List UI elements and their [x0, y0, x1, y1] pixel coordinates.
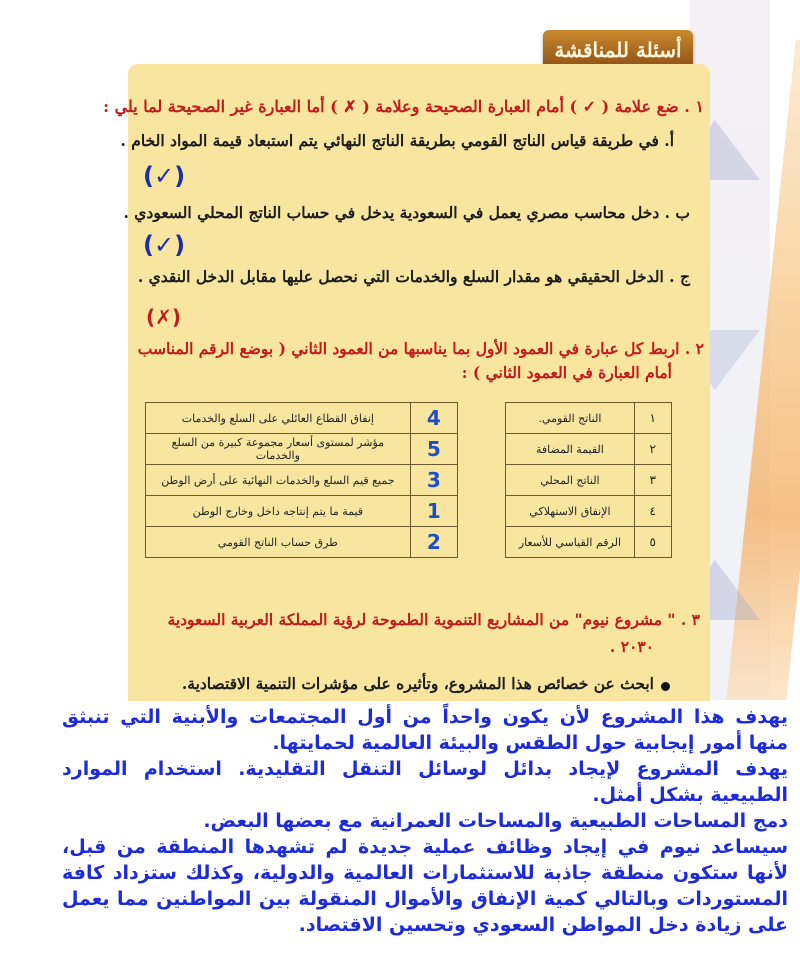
row-description: مؤشر لمستوى أسعار مجموعة كبيرة من السلع والخدمات [146, 434, 411, 465]
row-answer: 4 [410, 403, 457, 434]
table-row [146, 527, 672, 558]
row-description: إنفاق القطاع العائلي على السلع والخدمات [146, 403, 411, 434]
q2-heading-line2: أمام العبارة في العمود الثاني ) : [461, 363, 672, 382]
table-row [146, 496, 672, 527]
matching-table [145, 402, 672, 558]
table-row [146, 403, 672, 434]
table-row [146, 465, 672, 496]
row-term: القيمة المضافة [506, 434, 634, 465]
answer-paragraph: يهدف هذا المشروع لأن يكون واحداً من أول المجتمعات والأبنية التي تنبثق منها أمور إيجابية حول الطقس والبيئة العالمية لحمايتها. [62, 706, 788, 754]
row-gap [458, 465, 506, 496]
answer-block [62, 704, 788, 938]
row-answer: 2 [410, 527, 457, 558]
answer-paragraph: دمج المساحات الطبيعية والمساحات العمرانية مع بعضها البعض. [203, 810, 788, 832]
bullet-icon [661, 682, 670, 691]
row-answer: 3 [410, 465, 457, 496]
row-description: جميع قيم السلع والخدمات النهائية على أرض الوطن [146, 465, 411, 496]
row-number: ٢ [634, 434, 672, 465]
row-term: الناتج القومي. [506, 403, 634, 434]
row-term: الرقم القياسي للأسعار [506, 527, 634, 558]
answer-paragraph: يهدف المشروع لإيجاد بدائل لوسائل التنقل التقليدية. استخدام الموارد الطبيعية بشكل أمثل. [62, 758, 788, 806]
q1-item-b-check-mark: (✓) [143, 231, 186, 259]
row-number: ٥ [634, 527, 672, 558]
row-gap [458, 434, 506, 465]
q1-item-a: أ. في طريقة قياس الناتج القومي بطريقة الناتج النهائي يتم استبعاد قيمة المواد الخام . [120, 131, 674, 150]
row-number: ٣ [634, 465, 672, 496]
row-number: ٤ [634, 496, 672, 527]
row-gap [458, 496, 506, 527]
q3-bullet-text: ابحث عن خصائص هذا المشروع، وتأثيره على مؤشرات التنمية الاقتصادية. [181, 674, 654, 693]
row-answer: 1 [410, 496, 457, 527]
q3-heading-line2: ٢٠٣٠ . [609, 637, 654, 656]
q1-item-c: ج . الدخل الحقيقي هو مقدار السلع والخدمات التي نحصل عليها مقابل الدخل النقدي . [137, 267, 690, 286]
q1-item-c-cross-mark: (✗) [146, 305, 182, 329]
section-title-tab: أسئلة للمناقشة [543, 30, 693, 70]
row-description: طرق حساب الناتج القومي [146, 527, 411, 558]
row-term: الناتج المحلي [506, 465, 634, 496]
q3-heading-line1: ٣ . " مشروع نيوم" من المشاريع التنموية الطموحة لرؤية المملكة العربية السعودية [167, 610, 700, 629]
q1-heading: ١ . ضع علامة ( ✓ ) أمام العبارة الصحيحة وعلامة ( ✗ ) أما العبارة غير الصحيحة لما يلي : [103, 97, 704, 116]
question-card [128, 64, 710, 701]
q1-item-a-check-mark: (✓) [143, 162, 186, 190]
answer-paragraph: سيساعد نيوم في إيجاد وظائف عملية جديدة لم تشهدها المنطقة من قبل، لأنها ستكون منطقة جاذبة للاستثمارات العالمية والدولية، وكذلك ستزداد كافة المستوردات وبالتالي كمية الإنفاق والأموال المنقولة بين المواطنين مما يعمل على زيادة دخل المواطن السعودي وتحسين الاقتصاد. [62, 836, 788, 936]
q1-item-b: ب . دخل محاسب مصري يعمل في السعودية يدخل في حساب الناتج المحلي السعودي . [123, 203, 690, 222]
row-answer: 5 [410, 434, 457, 465]
q2-heading-line1: ٢ . اربط كل عبارة في العمود الأول بما يناسبها من العمود الثاني ( بوضع الرقم المناسب [137, 339, 704, 358]
row-number: ١ [634, 403, 672, 434]
row-gap [458, 403, 506, 434]
table-row [146, 434, 672, 465]
row-gap [458, 527, 506, 558]
row-term: الإنفاق الاستهلاكي [506, 496, 634, 527]
row-description: قيمة ما يتم إنتاجه داخل وخارج الوطن [146, 496, 411, 527]
